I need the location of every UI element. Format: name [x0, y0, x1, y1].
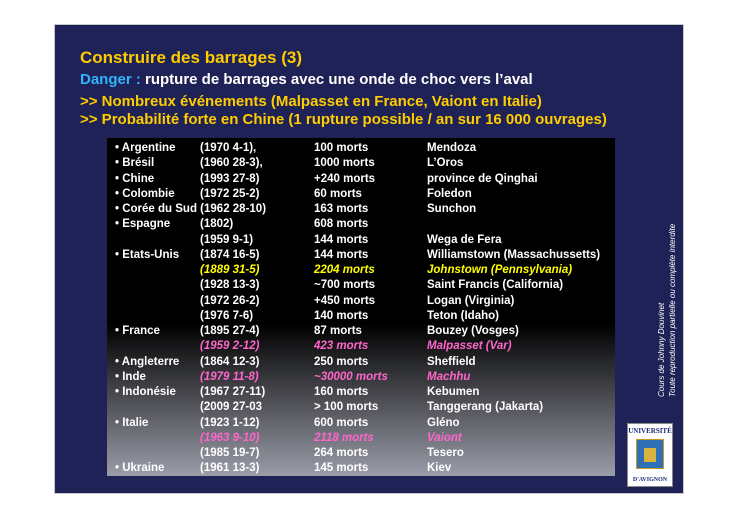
table-row	[107, 355, 615, 370]
university-logo	[627, 423, 673, 487]
deaths-cell: 100 morts	[314, 142, 369, 154]
copyright-author: Cours de Johnny Douvinet	[657, 302, 666, 397]
place-cell: Kebumen	[427, 386, 480, 398]
country-cell: • Chine	[115, 172, 155, 185]
deaths-cell: 87 morts	[314, 325, 362, 337]
date-cell: (1960 28-3),	[200, 157, 263, 170]
deaths-cell: 250 morts	[314, 355, 369, 368]
table-row	[107, 202, 615, 217]
danger-line	[80, 71, 533, 88]
country-cell: • Espagne	[115, 218, 171, 231]
date-cell: (2009 27-03	[200, 401, 263, 414]
date-cell: (1967 27-11)	[200, 386, 266, 398]
bullet-line-china: >> Probabilité forte en Chine (1 rupture possible / an sur 16 000 ouvrages)	[80, 111, 607, 128]
table-row	[107, 400, 615, 415]
deaths-cell: 144 morts	[314, 248, 369, 261]
logo-bottom-text: D'AVIGNON	[632, 477, 668, 483]
slide-title: Construire des barrages (3)	[80, 48, 303, 67]
country-cell: • Italie	[115, 416, 149, 429]
date-cell: (1985 19-7)	[200, 447, 260, 459]
deaths-cell: 145 morts	[314, 462, 369, 475]
country-cell: • Indonésie	[115, 386, 176, 398]
place-cell: L’Oros	[427, 157, 464, 170]
table-row	[107, 339, 615, 354]
table-row	[107, 370, 615, 385]
table-row	[107, 309, 615, 324]
place-cell: Saint Francis (California)	[427, 279, 564, 292]
table-row	[107, 416, 615, 431]
danger-label: Danger :	[80, 71, 141, 88]
country-cell: • France	[115, 325, 160, 337]
deaths-cell: 600 morts	[314, 416, 369, 429]
place-cell: Gléno	[427, 416, 460, 429]
date-cell: (1970 4-1),	[200, 142, 257, 154]
country-cell: • Brésil	[115, 157, 155, 170]
place-cell: Foledon	[427, 187, 472, 200]
place-cell: Sheffield	[427, 355, 476, 368]
deaths-cell: 140 morts	[314, 309, 369, 322]
place-cell: Johnstown (Pennsylvania)	[427, 264, 573, 276]
place-cell: Mendoza	[427, 142, 477, 154]
date-cell: (1874 16-5)	[200, 248, 260, 261]
date-cell: (1963 9-10)	[200, 431, 260, 444]
deaths-cell: 2204 morts	[314, 264, 375, 276]
date-cell: (1961 13-3)	[200, 462, 260, 475]
country-cell: • Ukraine	[115, 462, 165, 475]
date-cell: (1895 27-4)	[200, 325, 260, 337]
table-row	[107, 385, 615, 400]
country-cell: • Angleterre	[115, 355, 180, 368]
place-cell: Tanggerang (Jakarta)	[427, 401, 544, 414]
table-row	[107, 263, 615, 278]
bullet-line-events: >> Nombreux événements (Malpasset en France, Vaiont en Italie)	[80, 93, 542, 110]
date-cell: (1864 12-3)	[200, 355, 260, 368]
copyright-restriction: Toute reproduction partielle ou complète interdite	[668, 223, 677, 397]
place-cell: Wega de Fera	[427, 233, 502, 246]
table-row	[107, 248, 615, 263]
table-row	[107, 324, 615, 339]
country-cell: • Corée du Sud (1962 28-10)	[115, 203, 267, 215]
country-cell: • Etats-Unis	[115, 248, 180, 261]
place-cell: Williamstown (Massachussetts)	[427, 248, 601, 261]
table-row	[107, 156, 615, 171]
table-row	[107, 278, 615, 293]
deaths-cell: 60 morts	[314, 187, 362, 200]
date-cell: (1889 31-5)	[200, 264, 260, 276]
table-row	[107, 141, 615, 156]
deaths-cell: 423 morts	[314, 340, 369, 353]
place-cell: Bouzey (Vosges)	[427, 325, 519, 337]
table-row	[107, 461, 615, 476]
country-cell: • Argentine	[115, 142, 176, 154]
date-cell: (1979 11-8)	[200, 370, 259, 383]
date-cell: (1976 7-6)	[200, 309, 254, 322]
table-row	[107, 233, 615, 248]
date-cell: (1928 13-3)	[200, 279, 260, 292]
table-row	[107, 187, 615, 202]
deaths-cell: 2118 morts	[314, 431, 374, 444]
place-cell: Logan (Virginia)	[427, 294, 515, 307]
logo-top-text: UNIVERSITÉ	[628, 427, 672, 435]
place-cell: Tesero	[427, 447, 464, 459]
danger-text: rupture de barrages avec une onde de choc vers l’aval	[140, 71, 533, 88]
deaths-cell: 163 morts	[314, 203, 369, 215]
place-cell: province de Qinghai	[427, 172, 538, 185]
dam-failures-table	[107, 138, 615, 476]
place-cell: Kiev	[427, 462, 452, 475]
place-cell: Malpasset (Var)	[427, 340, 512, 353]
table-row	[107, 172, 615, 187]
date-cell: (1993 27-8)	[200, 172, 260, 185]
date-cell: (1959 9-1)	[200, 233, 254, 246]
crest-icon	[636, 439, 664, 469]
date-cell: (1802)	[200, 218, 234, 231]
country-cell: • Colombie	[115, 187, 175, 200]
deaths-cell: 160 morts	[314, 386, 369, 398]
deaths-cell: > 100 morts	[314, 401, 379, 414]
country-cell: • Inde	[115, 370, 146, 383]
deaths-cell: 144 morts	[314, 233, 369, 246]
table-row	[107, 294, 615, 309]
place-cell: Machhu	[427, 370, 471, 383]
deaths-cell: +240 morts	[314, 172, 376, 185]
date-cell: (1923 1-12)	[200, 416, 260, 429]
deaths-cell: 264 morts	[314, 447, 369, 459]
deaths-cell: 1000 morts	[314, 157, 375, 170]
place-cell: Vaiont	[427, 431, 462, 444]
date-cell: (1972 26-2)	[200, 294, 260, 307]
place-cell: Sunchon	[427, 203, 477, 215]
date-cell: (1959 2-12)	[200, 340, 260, 353]
deaths-cell: +450 morts	[314, 294, 376, 307]
table-row	[107, 217, 615, 232]
deaths-cell: ~30000 morts	[314, 370, 388, 383]
deaths-cell: ~700 morts	[314, 279, 376, 292]
date-cell: (1972 25-2)	[200, 187, 260, 200]
table-row	[107, 446, 615, 461]
deaths-cell: 608 morts	[314, 218, 369, 231]
table-row	[107, 431, 615, 446]
place-cell: Teton (Idaho)	[427, 309, 499, 322]
